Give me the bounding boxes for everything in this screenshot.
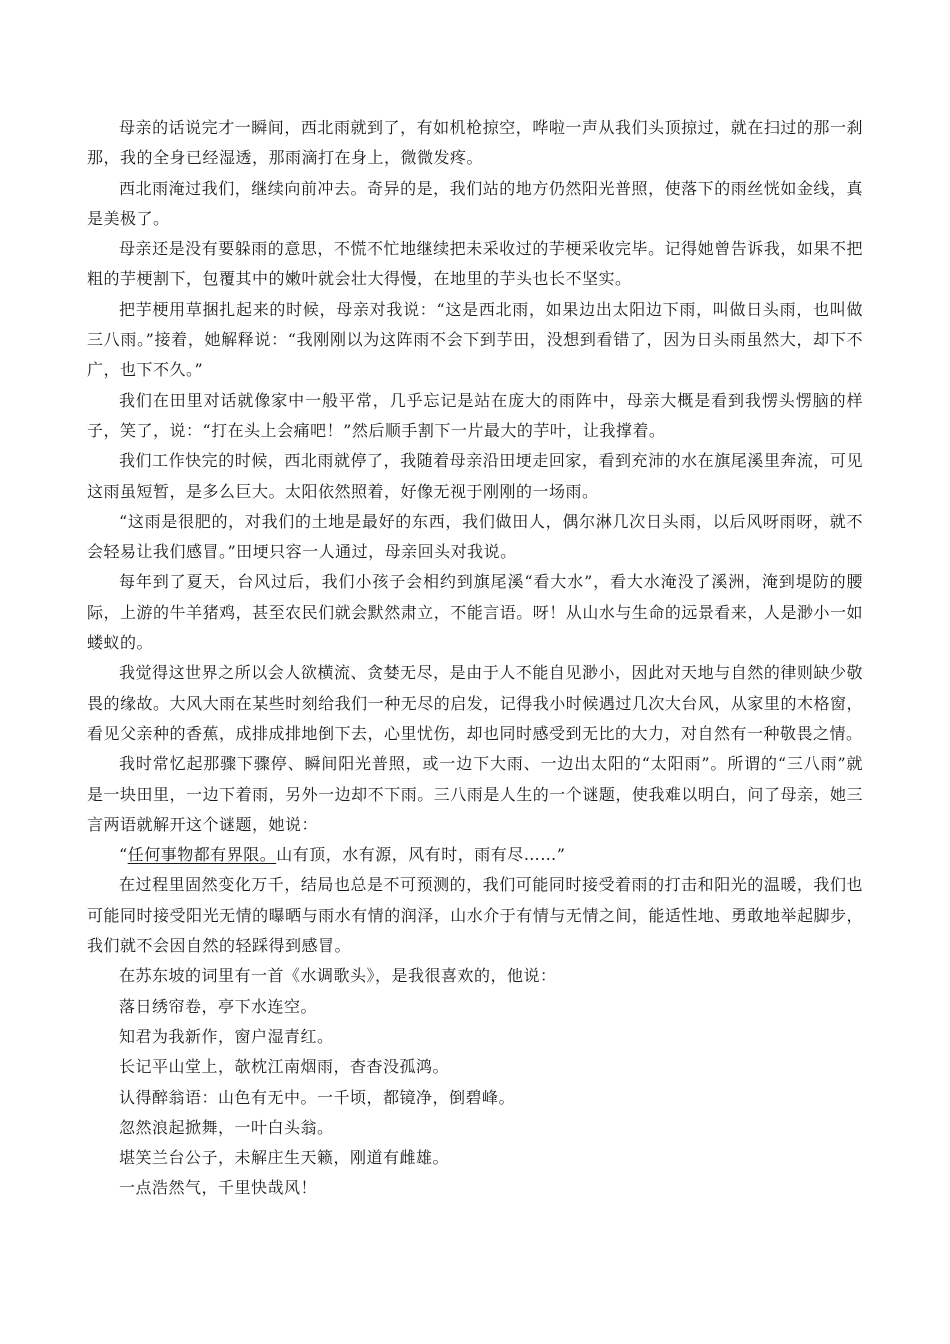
poem-line-6: 堪笑兰台公子，未解庄生天籁，刚道有雌雄。	[119, 1148, 450, 1168]
quote-rest: 山有顶，水有源，风有时，雨有尽……”	[276, 845, 566, 865]
paragraph-11: 在过程里固然变化万千，结局也总是不可预测的，我们可能同时接受着雨的打击和阳光的温暖，我们也可能同时接受阳光无情的曝晒与雨水有情的润泽，山水介于有情与无情之间，能适性地、勇敢地举起脚步，我们就不会因自然的轻踩得到感冒。	[87, 875, 863, 956]
mother-quote	[87, 840, 863, 870]
paragraph-7: “这雨是很肥的，对我们的土地是最好的东西，我们做田人，偶尔淋几次日头雨，以后风呀雨呀，就不会轻易让我们感冒。”田埂只容一人通过，母亲回头对我说。	[87, 511, 863, 562]
document-body	[87, 113, 863, 1204]
paragraph-6: 我们工作快完的时候，西北雨就停了，我随着母亲沿田埂走回家，看到充沛的水在旗尾溪里奔流，可见这雨虽短暂，是多么巨大。太阳依然照着，好像无视于刚刚的一场雨。	[87, 451, 863, 501]
paragraph-1: 母亲的话说完才一瞬间，西北雨就到了，有如机枪掠空，哗啦一声从我们头顶掠过，就在扫过的那一刹那，我的全身已经湿透，那雨滴打在身上，微微发疼。	[87, 118, 863, 168]
paragraph-5: 我们在田里对话就像家中一般平常，几乎忘记是站在庞大的雨阵中，母亲大概是看到我愣头愣脑的样子，笑了，说：“打在头上会痛吧！”然后顺手割下一片最大的芋叶，让我撑着。	[87, 390, 863, 440]
poem-line-1: 落日绣帘卷，亭下水连空。	[119, 996, 318, 1016]
poem-line-2: 知君为我新作，窗户湿青红。	[119, 1026, 334, 1046]
poem-line-5: 忽然浪起掀舞，一叶白头翁。	[119, 1117, 334, 1137]
paragraph-9: 我觉得这世界之所以会人欲横流、贪婪无尽，是由于人不能自见渺小，因此对天地与自然的律则缺少敬畏的缘故。大风大雨在某些时刻给我们一种无尽的启发，记得我小时候遇过几次大台风，从家里的木格窗，看见父亲种的香蕉，成排成排地倒下去，心里忧伤，却也同时感受到无比的大力，对自然有一种敬畏之情。	[87, 663, 863, 743]
paragraph-2: 西北雨淹过我们，继续向前冲去。奇异的是，我们站的地方仍然阳光普照，使落下的雨丝恍如金线，真是美极了。	[87, 178, 863, 228]
poem-line-4: 认得醉翁语：山色有无中。一千顷，都镜净，倒碧峰。	[119, 1087, 516, 1107]
poem-line-3: 长记平山堂上，欹枕江南烟雨，杳杳没孤鸿。	[119, 1057, 450, 1077]
paragraph-8: 每年到了夏天，台风过后，我们小孩子会相约到旗尾溪“看大水”，看大水淹没了溪洲，淹到堤防的腰际，上游的牛羊猪鸡，甚至农民们就会默然肃立，不能言语。呀！从山水与生命的远景看来，人是渺小一如蝼蚁的。	[87, 572, 863, 653]
quote-open-mark: “	[119, 845, 128, 865]
paragraph-3: 母亲还是没有要躲雨的意思，不慌不忙地继续把未采收过的芋梗采收完毕。记得她曾告诉我，如果不把粗的芋梗割下，包覆其中的嫩叶就会壮大得慢，在地里的芋头也长不坚实。	[87, 239, 863, 289]
paragraph-12: 在苏东坡的词里有一首《水调歌头》，是我很喜欢的，他说：	[119, 966, 557, 986]
underlined-sentence: 任何事物都有界限。	[127, 845, 277, 865]
paragraph-10: 我时常忆起那骤下骤停、瞬间阳光普照，或一边下大雨、一边出太阳的“太阳雨”。所谓的“三八雨”就是一块田里，一边下着雨，另外一边却不下雨。三八雨是人生的一个谜题，使我难以明白，问了母亲，她三言两语就解开这个谜题，她说：	[87, 754, 863, 834]
paragraph-4: 把芋梗用草捆扎起来的时候，母亲对我说：“这是西北雨，如果边出太阳边下雨，叫做日头雨，也叫做三八雨。”接着，她解释说：“我刚刚以为这阵雨不会下到芋田，没想到看错了，因为日头雨虽然大，却下不广，也下不久。”	[87, 299, 863, 380]
poem-line-7: 一点浩然气，千里快哉风！	[119, 1178, 318, 1198]
poem-shuidiaogetou	[87, 992, 863, 1204]
